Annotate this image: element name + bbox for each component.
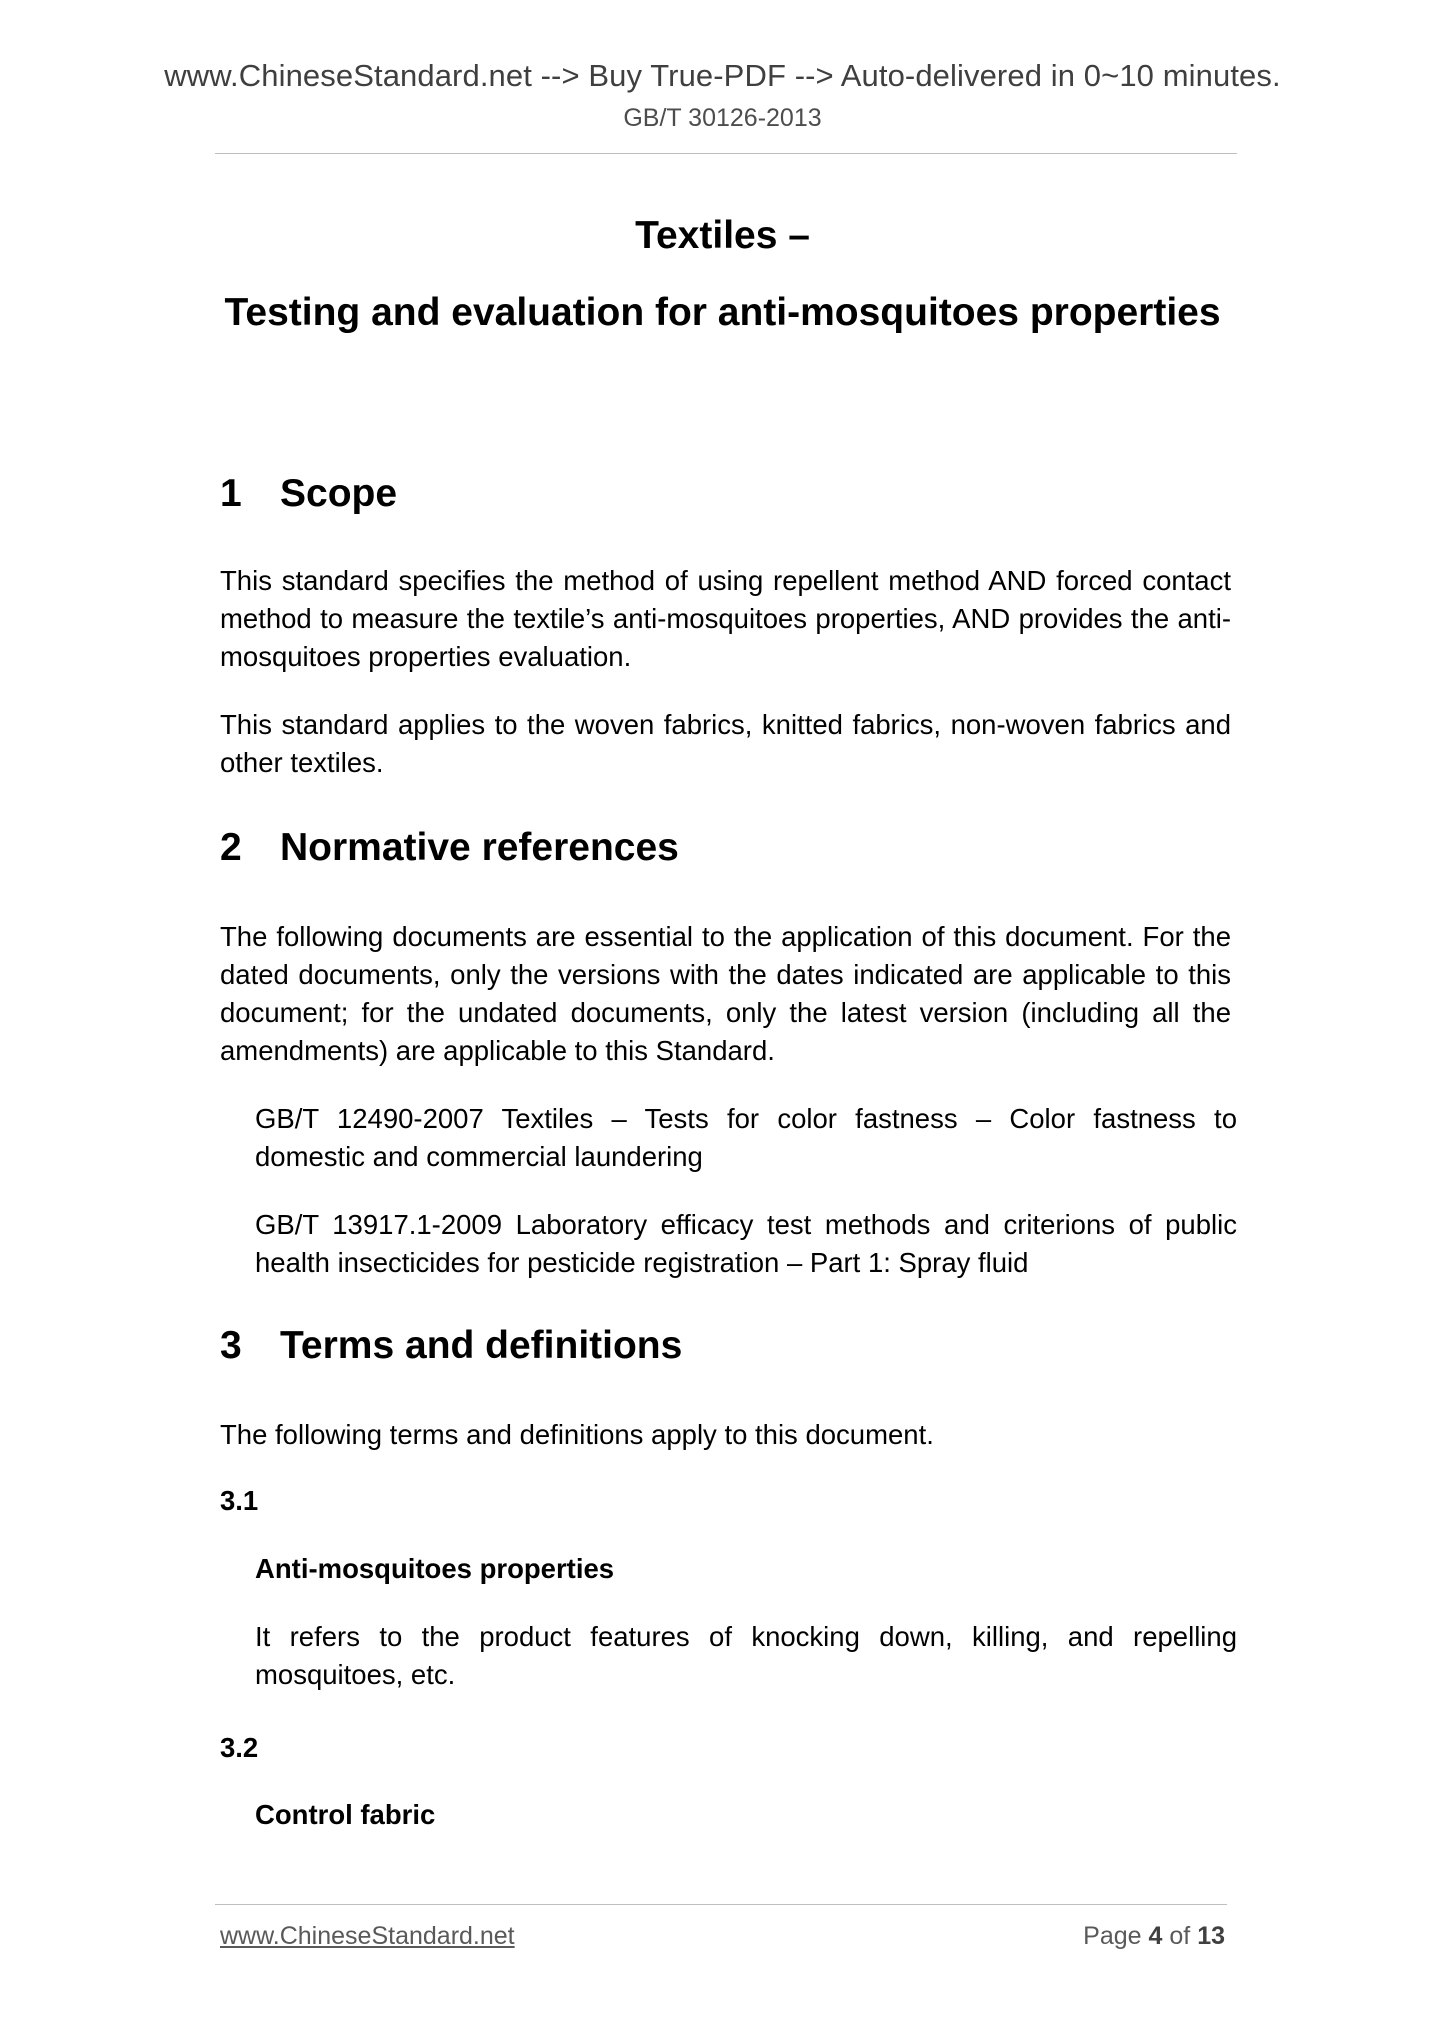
page-of: of [1169,1922,1191,1950]
section-number: 2 [220,826,242,869]
page-label: Page [1083,1922,1142,1950]
section-heading-scope [220,472,397,516]
scope-paragraph-2: This standard applies to the woven fabrics, knitted fabrics, non-woven fabrics and other textiles. [220,709,1231,778]
reference-item: GB/T 13917.1-2009 Laboratory efficacy test methods and criterions of public health insecticides for pesticide registration – Part 1: Spray fluid [255,1209,1237,1278]
term-name: Control fabric [255,1799,436,1830]
reference-item: GB/T 12490-2007 Textiles – Tests for color fastness – Color fastness to domestic and commercial laundering [255,1103,1237,1172]
header-banner: www.ChineseStandard.net --> Buy True-PDF --> Auto-delivered in 0~10 minutes. [164,58,1281,93]
section-title: Scope [280,472,398,515]
section-title: Normative references [280,826,679,869]
term-definition: It refers to the product features of knocking down, killing, and repelling mosquitoes, etc. [255,1621,1237,1690]
footer-divider [215,1904,1227,1905]
page-indicator [1000,1922,1225,1951]
terms-intro: The following terms and definitions apply to this document. [220,1419,934,1450]
term-number: 3.2 [220,1732,259,1763]
section-title: Terms and definitions [280,1324,683,1367]
standard-number: GB/T 30126-2013 [623,104,822,132]
doc-title-line1: Textiles – [635,214,810,257]
section-number: 1 [220,472,242,515]
page-total: 13 [1197,1922,1225,1950]
header-divider [215,153,1237,154]
doc-title-line2: Testing and evaluation for anti-mosquitoes properties [224,291,1221,334]
footer-site-link[interactable]: www.ChineseStandard.net [220,1922,515,1950]
page-current: 4 [1148,1922,1163,1950]
term-number: 3.1 [220,1485,259,1516]
normative-intro: The following documents are essential to the application of this document. For the dated documents, only the versions with the dates indicated are applicable to this document; for the undated documents, only the latest version (including all the amendments) are applicable to this Standard. [220,921,1231,1066]
section-heading-normative [220,826,679,870]
section-number: 3 [220,1324,242,1367]
term-name: Anti-mosquitoes properties [255,1553,615,1584]
section-heading-terms [220,1324,682,1368]
scope-paragraph-1: This standard specifies the method of using repellent method AND forced contact method to measure the textile’s anti-mosquitoes properties, AND provides the anti-mosquitoes properties evaluation. [220,565,1231,672]
